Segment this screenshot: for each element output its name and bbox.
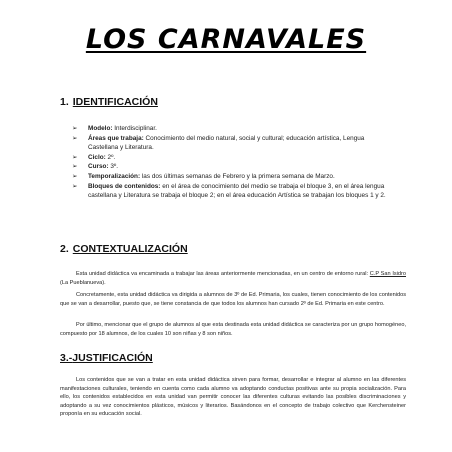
arrow-bullet-icon: ➢ [72, 153, 78, 161]
item-value: las dos últimas semanas de Febrero y la primera semana de Marzo. [140, 172, 335, 180]
identification-list [72, 124, 392, 201]
section-number: 2. [60, 243, 69, 255]
section-label: IDENTIFICACIÓN [72, 96, 158, 108]
list-item [72, 134, 392, 153]
school-link[interactable]: C.P San Isidro [369, 271, 406, 277]
section-number: 3.- [60, 352, 73, 364]
item-key: Temporalización: [88, 172, 141, 180]
item-value: Conocimiento del medio natural, social y cultural; educación artística, Lengua Castellana y Literatura. [88, 134, 365, 152]
section-number: 1. [60, 96, 69, 108]
paragraph-text: Los contenidos que se van a tratar en esta unidad didáctica sirven para formar, desarrollar e integrar al alumno en las diferentes manifestaciones culturales, teniendo en cuenta como cada alumno va adoptando conductas positivas ante su propia socialización. Para ello, los contenidos establecidos en esta unidad van permitir conocer las diferentes culturas evitando las posibles discriminaciones y adoptando a su vez conocimientos plásticos, músicos y literarios. Basándonos en el concepto de trabajo colectivo que Kerchensteiner proponía en su educación social. [60, 377, 406, 418]
item-key: Curso: [88, 163, 109, 171]
section-label: CONTEXTUALIZACIÓN [72, 243, 188, 255]
paragraph-context-2 [60, 291, 406, 308]
paragraph-text: Concretamente, esta unidad didáctica va dirigida a alumnos de 3º de Ed. Primaria, los cuales, tienen conocimiento de los contenidos que se van a desarrollar, puesto que, se tiene constancia de que todos los alumnos han cursado 2º de Ed. Primaria en este centro. [60, 292, 406, 307]
section-heading-justificacion [60, 352, 153, 364]
section-heading-contextualizacion [60, 243, 188, 255]
paragraph-context-3 [60, 321, 406, 338]
document-title: LOS CARNAVALES [85, 24, 367, 55]
arrow-bullet-icon: ➢ [72, 163, 78, 171]
paragraph-text: (La Pueblanueva). [60, 279, 106, 286]
item-key: Ciclo: [88, 153, 106, 161]
section-label: JUSTIFICACIÓN [72, 352, 153, 364]
item-key: Modelo: [88, 125, 113, 132]
item-value: 2º. [105, 153, 116, 161]
list-item [72, 124, 392, 134]
item-value: en el área de conocimiento del medio se trabaja el bloque 3, en el área lengua castellana y Literatura se trabaja el bloque 2; en el área educación Artística se trabajan los bloques 1 y 2. [88, 182, 386, 200]
list-item [72, 153, 392, 163]
item-value: Interdisciplinar. [112, 125, 157, 132]
list-item [72, 182, 392, 201]
item-key: Áreas que trabaja: [88, 134, 144, 142]
section-heading-identificacion [60, 96, 158, 108]
arrow-bullet-icon: ➢ [72, 182, 78, 190]
paragraph-text: Por último, mencionar que el grupo de alumnos al que esta destinada esta unidad didáctica se caracteriza por un grupo homogéneo, compuesto por 18 alumnos, de los cuales 10 son niñas y 8 son niños. [60, 322, 406, 337]
item-value: 3º. [108, 163, 119, 171]
paragraph-text: Esta unidad didáctica va encaminada a trabajar las áreas anteriormente mencionadas, en un centro de entorno rural: [76, 271, 370, 277]
list-item [72, 172, 392, 182]
item-key: Bloques de contenidos: [88, 182, 161, 190]
arrow-bullet-icon: ➢ [72, 134, 78, 142]
arrow-bullet-icon: ➢ [72, 172, 78, 180]
paragraph-context-1 [60, 270, 406, 287]
arrow-bullet-icon: ➢ [72, 125, 78, 132]
list-item [72, 162, 392, 172]
paragraph-justification [60, 376, 406, 419]
